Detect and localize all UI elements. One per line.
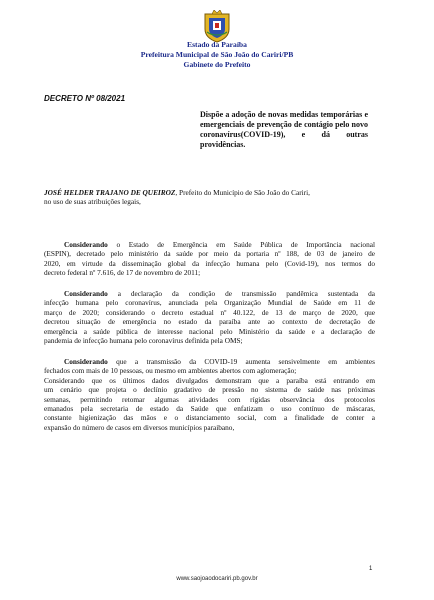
paragraph-lead: Considerando [64, 240, 108, 249]
signatory-block [44, 188, 375, 207]
paragraph-line: expansão do número de casos em diversos municípios paraibano, [44, 422, 235, 432]
header-state: Estado da Paraíba [187, 40, 247, 49]
paragraph-line: fechados com mais de 10 pessoas, ou mesmo em ambientes abertos com aglomeração; [44, 366, 297, 376]
paragraph-line: 2020, em virtude da disseminação global da infecção humana pelo (Covid-19), nos termos do [44, 258, 375, 268]
decree-summary [200, 110, 368, 150]
signatory-name: JOSÉ HELDER TRAJANO DE QUEIROZ [44, 188, 176, 197]
summary-line: coronavírus(COVID-19), e dá outras [200, 130, 368, 139]
paragraph-2 [44, 289, 375, 345]
paragraph-line: pandemia de infecção humana pelo coronavírus definida pela OMS; [44, 336, 243, 346]
paragraph-text: o Estado de Emergência em Saúde Pública de Importância nacional [107, 240, 375, 249]
summary-line: providências. [200, 140, 246, 149]
paragraph-line: emergência a saúde pública de interesse nacional pelo Ministério da saúde e a declaração de [44, 326, 375, 336]
paragraph-line: infecção humana pelo coronavírus, anunciada pela Organização Mundial de Saúde em 11 de [44, 298, 375, 308]
paragraph-line: um cenário que projeta o declínio gradativo de pressão no sistema de saúde nas próximas [44, 385, 375, 395]
paragraph-text: a declaração da condição de transmissão pandêmica sustentada da [107, 289, 375, 298]
paragraph-line: decreto federal nº 7.616, de 17 de novembro de 2011; [44, 268, 201, 278]
signatory-title: , Prefeito do Município de São João do Cariri, [175, 188, 310, 197]
header-office: Gabinete do Prefeito [183, 60, 251, 69]
footer-website[interactable]: www.saojoaodocariri.pb.gov.br [176, 576, 258, 582]
paragraph-line: (ESPIN), decretado pelo ministério da saúde por meio da portaria nº 188, de 03 de janeiro de [44, 249, 375, 259]
paragraph-text: que a transmissão da COVID-19 aumenta sensivelmente em ambientes [107, 357, 375, 366]
paragraph-1 [44, 240, 375, 278]
summary-line: emergenciais de prevenção de contágio pelo novo [200, 120, 368, 129]
paragraph-3 [44, 357, 375, 432]
coat-of-arms-icon [202, 10, 232, 43]
paragraph-lead: Considerando [64, 357, 108, 366]
header-prefecture: Prefeitura Municipal de São João do Cariri/PB [140, 50, 294, 59]
signatory-clause: no uso de suas atribuições legais, [44, 197, 141, 207]
paragraph-line: emanados pela secretaria de estado da Saúde que enfatizam o uso contínuo de máscaras, [44, 404, 375, 414]
page-number: 1 [369, 566, 373, 572]
paragraph-line: Considerando que os últimos dados divulgados demonstram que a paraíba está entrando em [44, 375, 375, 385]
paragraph-lead: Considerando [64, 289, 108, 298]
decree-number: DECRETO Nº 08/2021 [44, 94, 126, 103]
paragraph-line: semanas, permitindo retomar algumas atividades com rígidas observância dos protocolos [44, 394, 375, 404]
paragraph-line: constante higienização das mãos e o distanciamento social, com a finalidade de conter a [44, 413, 375, 423]
summary-line: Dispõe a adoção de novas medidas temporárias e [200, 110, 368, 119]
paragraph-line: decretou situação de emergência no estado da paraíba ante ao contexto de decretação de [44, 317, 375, 327]
paragraph-line: março de 2020; considerando o decreto estadual nº 40.122, de 13 de março de 2020, que [44, 307, 375, 317]
